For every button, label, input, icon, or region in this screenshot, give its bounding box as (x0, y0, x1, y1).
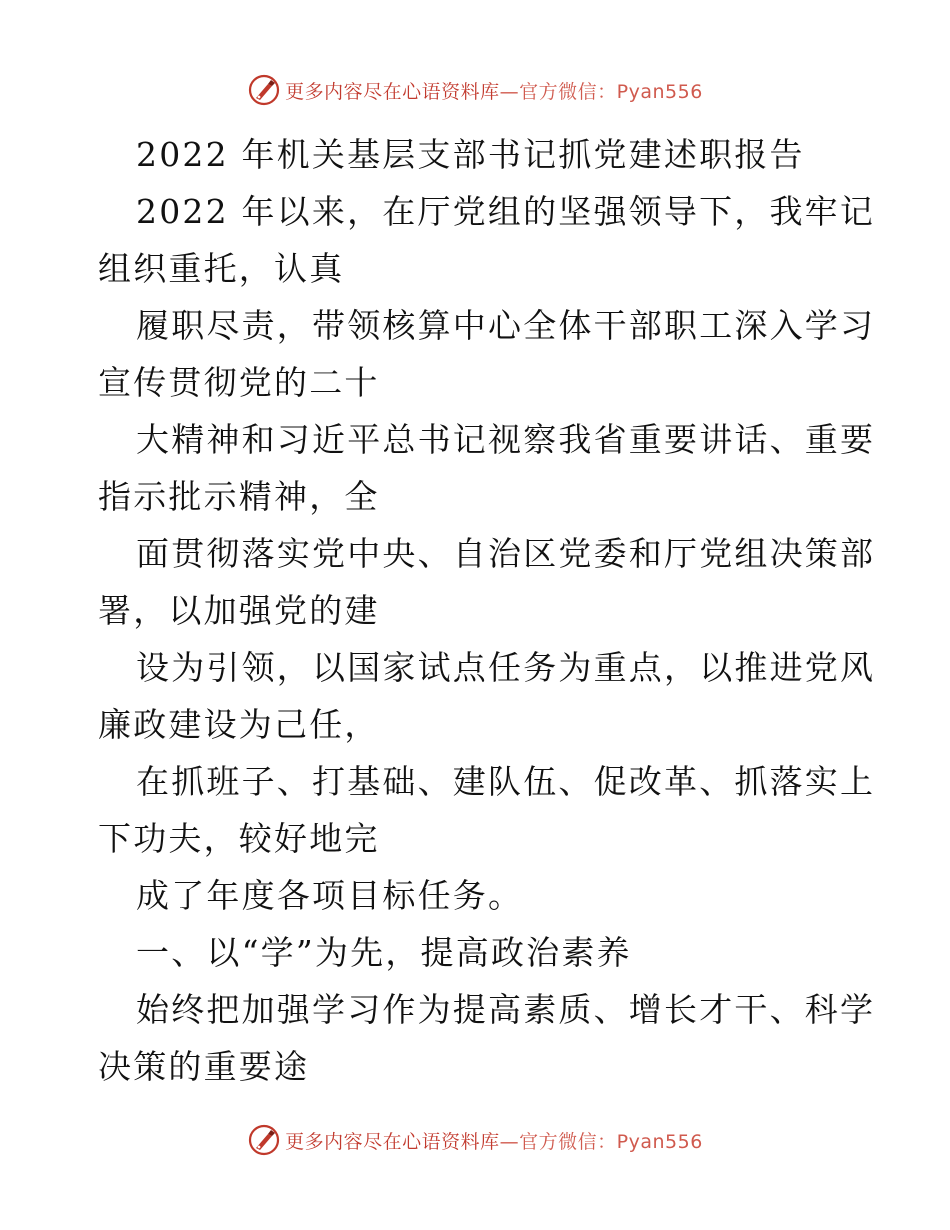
pen-nib-logo-icon (247, 1123, 281, 1157)
paragraph-line: 廉政建设为己任， (98, 705, 380, 744)
paragraph-line: 组织重托，认真 (98, 249, 345, 288)
paragraph-line: 在抓班子、打基础、建队伍、促改革、抓落实上 (136, 762, 876, 801)
footer-watermark (0, 1122, 950, 1158)
paragraph-line: 宣传贯彻党的二十 (98, 363, 380, 402)
paragraph-line: 面贯彻落实党中央、自治区党委和厅党组决策部 (136, 534, 876, 573)
paragraph-line: 始终把加强学习作为提高素质、增长才干、科学 (136, 990, 876, 1029)
paragraph-line: 下功夫，较好地完 (98, 819, 380, 858)
paragraph-line: 署，以加强党的建 (98, 591, 380, 630)
paragraph-line: 履职尽责，带领核算中心全体干部职工深入学习 (136, 306, 876, 345)
watermark-main-text: 更多内容尽在心语资料库 (285, 1130, 500, 1153)
paragraph-line: 大精神和习近平总书记视察我省重要讲话、重要 (136, 420, 876, 459)
paragraph-line: 设为引领，以国家试点任务为重点，以推进党风 (136, 648, 876, 687)
section-heading: 一、以“学”为先，提高政治素养 (136, 933, 632, 972)
paragraph-line: 决策的重要途 (98, 1047, 310, 1086)
document-body (98, 126, 876, 1095)
watermark-wechat-text: —官方微信：Pyan556 (499, 1130, 703, 1153)
paragraph-line: 成了年度各项目标任务。 (136, 876, 524, 915)
watermark-wechat-text: —官方微信：Pyan556 (499, 80, 703, 103)
paragraph-line: 指示批示精神，全 (98, 477, 380, 516)
pen-nib-logo-icon (247, 73, 281, 107)
watermark-main-text: 更多内容尽在心语资料库 (285, 80, 500, 103)
document-title: 2022 年机关基层支部书记抓党建述职报告 (136, 135, 805, 174)
header-watermark (0, 72, 950, 108)
paragraph-line: 2022 年以来，在厅党组的坚强领导下，我牢记 (136, 192, 876, 231)
